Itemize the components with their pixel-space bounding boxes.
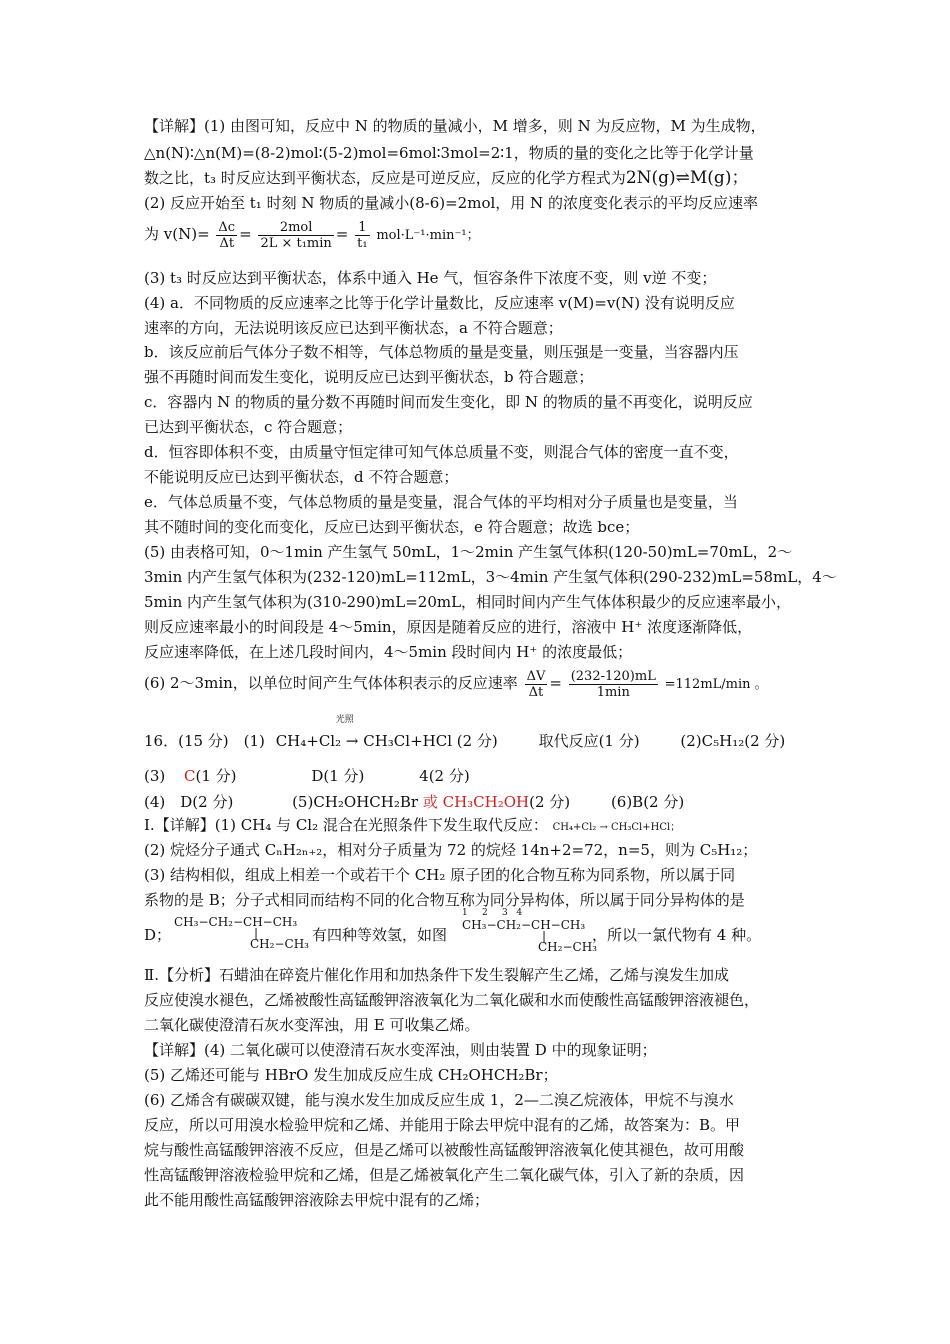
q15-line-12: 已达到平衡状态，c 符合题意；: [144, 418, 353, 436]
structure-1: [174, 915, 309, 951]
equation-text: CH₄+Cl₂ → CH₃Cl+HCl (2 分): [275, 732, 498, 750]
q15-line-15: e．气体总质量不变，气体总物质的量是变量，混合气体的平均相对分子质量也是变量，当: [144, 493, 738, 511]
detail-1-equation: CH₄+Cl₂ → CH₃Cl+HCl；: [552, 822, 681, 833]
q16-detail-14: 性高锰酸钾溶液检验甲烷和乙烯，但是乙烯被氧化产生二氧化碳气体，引入了新的杂质，因: [144, 1166, 745, 1184]
q16-answer-2: (2)C₅H₁₂(2 分): [680, 732, 786, 750]
q15-line-2: △n(N)∶△n(M)=(8-2)mol∶(5-2)mol=6mol∶3mol=2∶1，物质的量的变化之比等于化学计量: [144, 144, 754, 162]
q16-detail-8: 二氧化碳使澄清石灰水变浑浊，用 E 可收集乙烯。: [144, 1016, 480, 1034]
q15-line-3-text: 数之比，t₃ 时反应达到平衡状态，反应是可逆反应，反应的化学方程式为: [144, 169, 626, 187]
q16-reaction-type: 取代反应(1 分): [538, 732, 640, 750]
fraction-denominator: Δt: [528, 684, 544, 700]
q16-answers-4: [144, 792, 684, 812]
fraction-numerator: Δc: [218, 219, 236, 235]
q15-line-22: (6) 2～3min，以单位时间产生气体体积表示的反应速率 $\frac{\Delta V}{\Delta t}$ = $\frac{(232-120)mL}{1\min}$ =112mL/min 。: [144, 668, 768, 700]
answer-5-score: (2 分): [529, 793, 571, 811]
q15-line-11: c．容器内 N 的物质的量分数不再随时间而发生变化，即 N 的物质的量不再变化，说明反应: [144, 393, 753, 411]
detail-1-text: Ⅰ.【详解】(1) CH₄ 与 Cl₂ 混合在光照条件下发生取代反应：: [144, 816, 548, 834]
structure-2-branch: CH₂−CH₃: [538, 940, 597, 954]
q16-header: [144, 715, 786, 755]
fraction-1-t1: [355, 220, 369, 251]
fraction-2mol: [258, 220, 333, 251]
rate-result: =112mL/min 。: [664, 677, 768, 692]
q15-line-4: (2) 反应开始至 t₁ 时刻 N 物质的量减小(8-6)=2mol，用 N 的浓度变化表示的平均反应速率: [144, 194, 758, 212]
fraction-numerator: 1: [355, 220, 369, 236]
q16-answers-3: [144, 766, 470, 786]
q16-detail-5-prefix: D；: [144, 926, 172, 944]
fraction-dv-dt: [525, 669, 548, 700]
structure-2-bond: |: [542, 929, 547, 943]
q15-line-8: 速率的方向，无法说明该反应已达到平衡状态，a 不符合题意；: [144, 319, 563, 337]
answer-c-score: (1 分): [195, 767, 237, 785]
structure-2-numbers: 1 2 3 4: [462, 908, 523, 918]
structure-2-main-chain: CH₃−CH₂−CH−CH₃: [462, 918, 586, 932]
q15-rate-formula: 为 v(N)= $\frac{\Delta c}{\Delta t}$ = $\frac{\text{2mol}}{\text{2L × t₁min}}$ = $\frac{1}{\text{t₁}}$ mol·L⁻¹·min⁻¹；: [144, 219, 480, 251]
structure-1-bond: |: [254, 926, 259, 940]
answer-6: (6)B(2 分): [610, 793, 685, 811]
answer-d: D(1 分): [311, 767, 365, 785]
q15-line-3: [144, 168, 748, 188]
q15-line-6: (3) t₃ 时反应达到平衡状态，体系中通入 He 气，恒容条件下浓度不变，则 v逆 不变；: [144, 269, 717, 287]
q15-line-14: 不能说明反应已达到平衡状态，d 不符合题意；: [144, 468, 459, 486]
q16-detail-12: 反应，所以可用溴水检验甲烷和乙烯、并能用于除去甲烷中混有的乙烯，故答案为：B。甲: [144, 1116, 741, 1134]
q16-equation: [275, 715, 498, 755]
q16-detail-7: 反应使溴水褪色，乙烯被酸性高锰酸钾溶液氧化为二氧化碳和水而使酸性高锰酸钾溶液褪色，: [144, 991, 760, 1009]
q15-line-21: 反应速率降低，在上述几段时间内，4～5min 段时间内 H⁺ 的浓度最低；: [144, 643, 633, 661]
q15-line-18: 3min 内产生氢气体积为(232-120)mL=112mL，3～4min 产生氢气体积(290-232)mL=58mL，4～: [144, 568, 837, 586]
answer-5-alt: 或 CH₃CH₂OH: [422, 793, 530, 811]
q15-line-7: (4) a．不同物质的反应速率之比等于化学计量数比，反应速率 v(M)=v(N) 没有说明反应: [144, 294, 735, 312]
fraction-numerator: ΔV: [526, 668, 546, 684]
fraction-denominator: t₁: [357, 235, 368, 251]
q16-detail-3: (3) 结构相似，组成上相差一个或若干个 CH₂ 原子团的化合物互称为同系物，所以属于同: [144, 866, 736, 884]
q15-line-19: 5min 内产生氢气体积为(310-290)mL=20mL，相同时间内产生气体体积最少的反应速率最小，: [144, 593, 792, 611]
rate-label: 为 v(N)=: [144, 225, 210, 243]
fraction-denominator: 2L × t₁min: [260, 235, 332, 251]
q16-detail-10: (5) 乙烯还可能与 HBrO 发生加成反应生成 CH₂OHCH₂Br；: [144, 1066, 558, 1084]
q16-detail-15: 此不能用酸性高锰酸钾溶液除去甲烷中混有的乙烯；: [144, 1191, 490, 1209]
rate-unit: mol·L⁻¹·min⁻¹；: [376, 228, 480, 243]
q15-line-10: 强不再随时间而发生变化，说明反应已达到平衡状态，b 符合题意；: [144, 368, 594, 386]
q15-line-17: (5) 由表格可知，0～1min 产生氢气 50mL，1～2min 产生氢气体积(120-50)mL=70mL，2～: [144, 543, 793, 561]
fraction-dc-dt: [216, 220, 237, 251]
q16-number: 16．(15 分) (1): [144, 732, 265, 750]
q16-detail-11: (6) 乙烯含有碳碳双键，能与溴水发生加成反应生成 1，2—二溴乙烷液体，甲烷不与溴水: [144, 1091, 734, 1109]
fraction-denominator: Δt: [219, 235, 235, 251]
q16-detail-6: Ⅱ.【分析】石蜡油在碎瓷片催化作用和加热条件下发生裂解产生乙烯，乙烯与溴发生加成: [144, 966, 729, 984]
q16-detail-5-mid: 有四种等效氢，如图: [312, 926, 448, 944]
answer-4: 4(2 分): [419, 767, 470, 785]
q15-line-9: b．该反应前后气体分子数不相等，气体总物质的量是变量，则压强是一变量，当容器内压: [144, 343, 739, 361]
answer-c: C: [184, 767, 196, 785]
q15-line-1: 【详解】(1) 由图可知，反应中 N 的物质的量减小，M 增多，则 N 为反应物，M 为生成物，: [144, 117, 766, 135]
structure-2: [462, 908, 597, 954]
light-condition: 光照: [335, 715, 354, 725]
q15-line-16: 其不随时间的变化而变化，反应已达到平衡状态，e 符合题意；故选 bce；: [144, 518, 640, 536]
structure-1-main-chain: CH₃−CH₂−CH−CH₃: [174, 915, 298, 929]
fraction-numerator: 2mol: [258, 220, 333, 236]
q15-line-13: d．恒容即体积不变，由质量守恒定律可知气体总质量不变，则混合气体的密度一直不变，: [144, 443, 739, 461]
q16-detail-9: 【详解】(4) 二氧化碳可以使澄清石灰水变浑浊，则由装置 D 中的现象证明；: [144, 1041, 657, 1059]
q16-detail-4: 系物的是 B；分子式相同而结构不同的化合物互称为同分异构体，所以属于同分异构体的是: [144, 891, 745, 909]
q16-detail-5-end: ，所以一氯代物有 4 种。: [592, 926, 762, 944]
rate-sentence: (6) 2～3min，以单位时间产生气体体积表示的反应速率: [144, 674, 518, 692]
q16-detail-13: 烷与酸性高锰酸钾溶液不反应，但是乙烯可以被酸性高锰酸钾溶液氧化使其褪色，故可用酸: [144, 1141, 745, 1159]
fraction-denominator: 1min: [596, 684, 630, 700]
fraction-numerator: (232-120)mL: [570, 668, 656, 684]
q16-detail-1: [144, 815, 680, 838]
label-3: (3): [144, 767, 166, 785]
answer-5: (5)CH₂OHCH₂Br: [292, 793, 419, 811]
q16-detail-2: (2) 烷烃分子通式 CₙH₂ₙ₊₂，相对分子质量为 72 的烷烃 14n+2=72，n=5，则为 C₅H₁₂；: [144, 841, 758, 859]
fraction-volume: [569, 669, 658, 700]
structure-1-branch: CH₂−CH₃: [250, 937, 309, 951]
q15-line-20: 则反应速率最小的时间段是 4～5min，原因是随着反应的进行，溶液中 H⁺ 浓度逐渐降低，: [144, 618, 753, 636]
equilibrium-equation: 2N(g)⇌M(g)；: [625, 168, 749, 188]
answer-4-d: (4) D(2 分): [144, 793, 234, 811]
